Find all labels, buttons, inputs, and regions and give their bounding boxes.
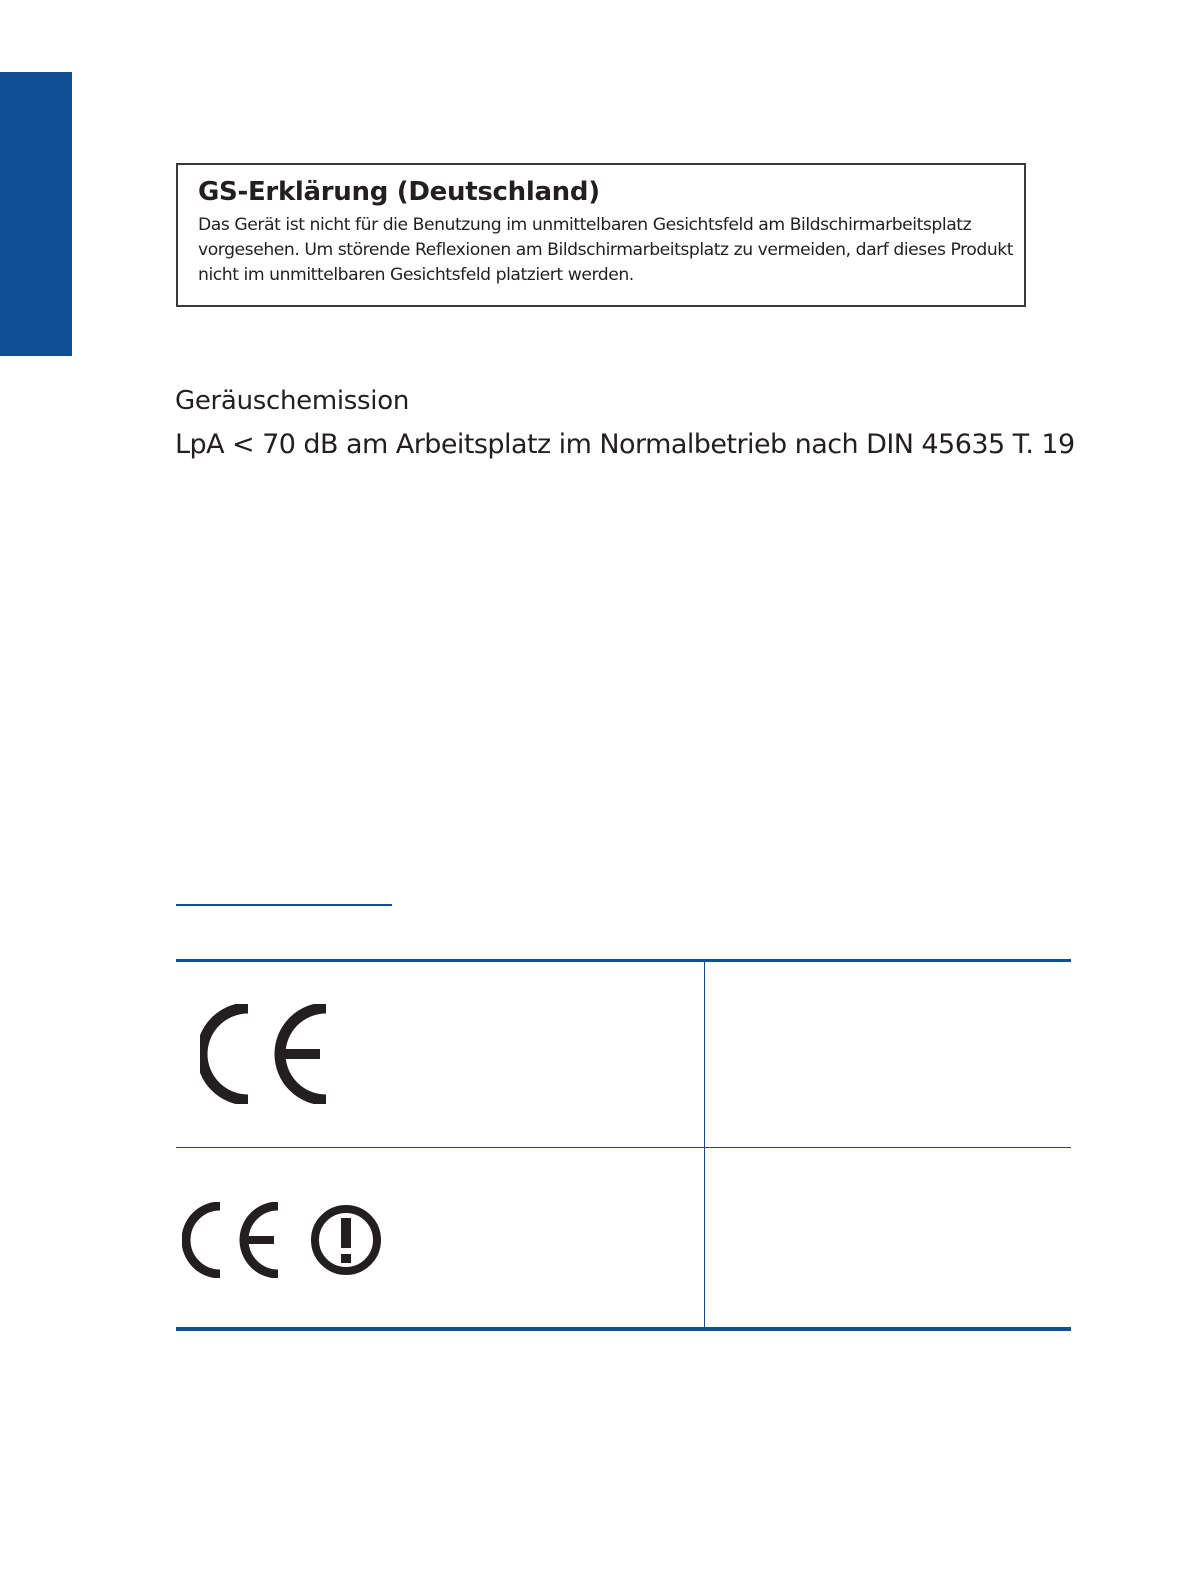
section-rule [176, 904, 392, 906]
alert-mark-icon [310, 1202, 382, 1278]
gs-declaration-line-2: vorgesehen. Um störende Reflexionen am Bildschirmarbeitsplatz zu vermeiden, darf dieses Produkt [198, 240, 1014, 260]
noise-emission-text: LpA < 70 dB am Arbeitsplatz im Normalbetrieb nach DIN 45635 T. 19 [175, 429, 1075, 460]
noise-emission-heading: Geräuschemission [175, 386, 410, 416]
gs-declaration-line-3: nicht im unmittelbaren Gesichtsfeld platziert werden. [198, 265, 634, 285]
ce-mark-icon [182, 1202, 282, 1278]
gs-declaration-title: GS-Erklärung (Deutschland) [198, 177, 600, 207]
gs-declaration-box [176, 163, 1026, 307]
gs-declaration-line-1: Das Gerät ist nicht für die Benutzung im unmittelbaren Gesichtsfeld am Bildschirmarbeitsplatz [198, 215, 972, 235]
ce-mark-icon [200, 1004, 330, 1104]
compliance-marks-table [176, 959, 1071, 1331]
side-chapter-tab [0, 72, 72, 356]
